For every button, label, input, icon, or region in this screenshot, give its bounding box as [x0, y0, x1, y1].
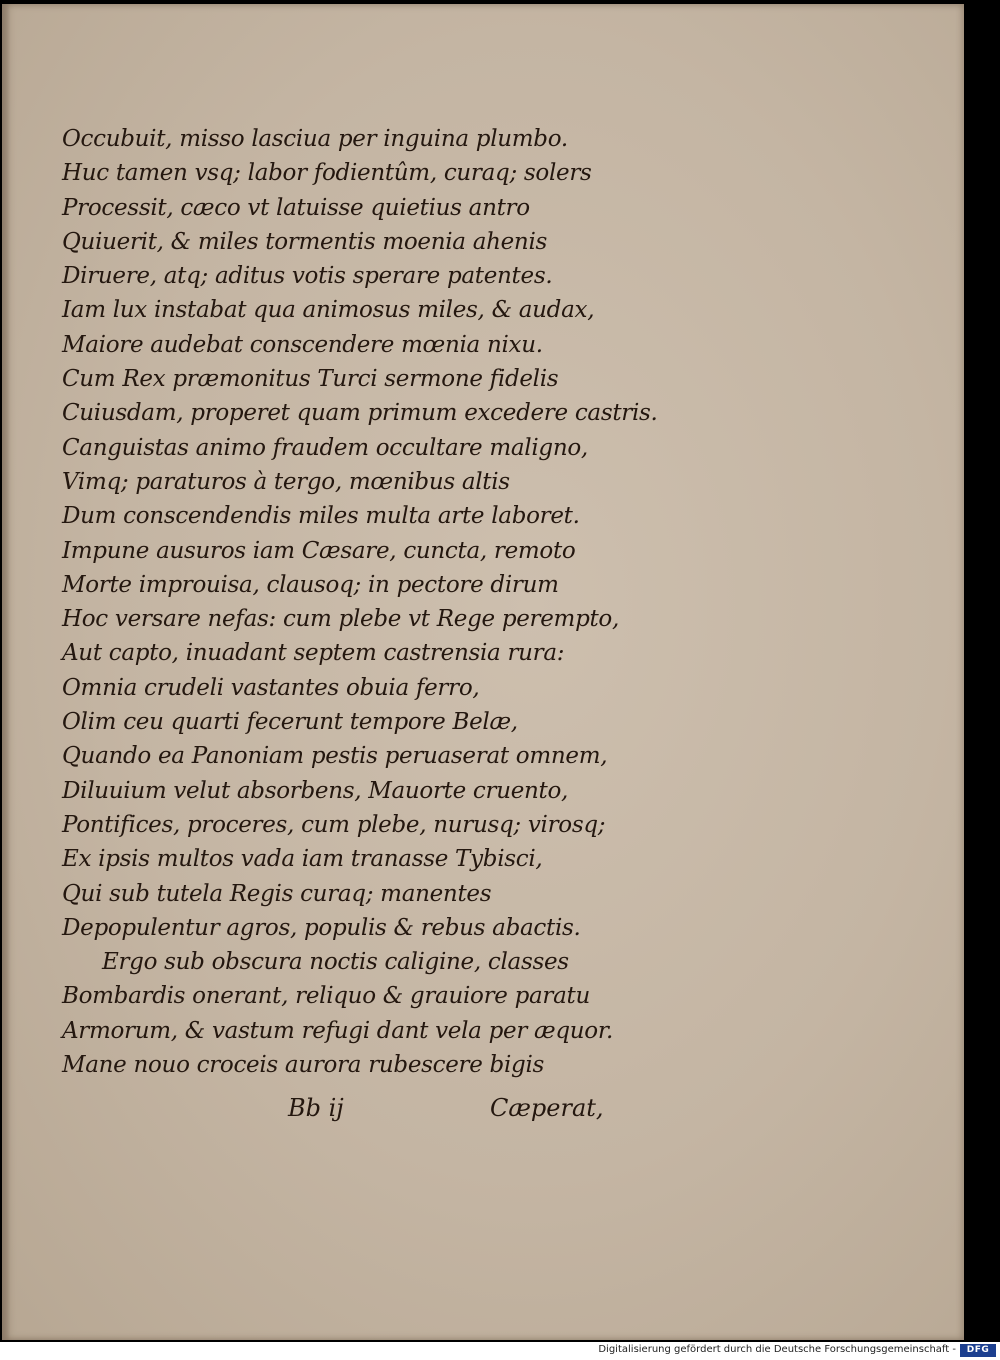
- verse-line: Iam lux instabat qua animosus miles, & audax,: [62, 297, 595, 324]
- verse-line: Armorum, & vastum refugi dant vela per æquor.: [62, 1017, 614, 1044]
- dfg-logo: DFG: [960, 1344, 996, 1357]
- verse-line: Cum Rex præmonitus Turci sermone fidelis: [62, 366, 559, 393]
- verse-line: Hoc versare nefas: cum plebe vt Rege perempto,: [62, 606, 619, 633]
- verse-line: Pontifices, proceres, cum plebe, nurusq; virosq;: [62, 811, 606, 838]
- verse-line: Quando ea Panoniam pestis peruaserat omnem,: [62, 743, 608, 770]
- digitization-footer: [0, 1342, 1000, 1360]
- verse-line: Depopulentur agros, populis & rebus abactis.: [62, 914, 581, 941]
- verse-line: Aut capto, inuadant septem castrensia rura:: [62, 640, 565, 667]
- verse-line: Maiore audebat conscendere mœnia nixu.: [62, 331, 543, 358]
- verse-line: Processit, cæco vt latuisse quietius antro: [62, 194, 530, 221]
- verse-text: [62, 122, 662, 1082]
- verse-line: Vimq; paraturos à tergo, mœnibus altis: [62, 468, 510, 495]
- verse-line: Omnia crudeli vastantes obuia ferro,: [62, 674, 480, 701]
- verse-line: Cuiusdam, properet quam primum excedere castris.: [62, 400, 658, 427]
- verse-line: Diluuium velut absorbens, Mauorte cruento,: [62, 777, 569, 804]
- page-binding-edge: [2, 4, 10, 1340]
- catchword: Cæperat,: [490, 1094, 604, 1122]
- verse-line: Morte improuisa, clausoq; in pectore dirum: [62, 571, 559, 598]
- signature-mark: Bb ij: [288, 1094, 344, 1122]
- verse-line: Diruere, atq; aditus votis sperare patentes.: [62, 263, 553, 290]
- verse-line: Impune ausuros iam Cæsare, cuncta, remoto: [62, 537, 576, 564]
- verse-line: Huc tamen vsq; labor fodientûm, curaq; solers: [62, 160, 592, 187]
- verse-line: Occubuit, misso lasciua per inguina plumbo.: [62, 126, 568, 152]
- book-page: [2, 4, 964, 1340]
- verse-line: Quiuerit, & miles tormentis moenia ahenis: [62, 228, 547, 255]
- verse-line: Ergo sub obscura noctis caligine, classes: [102, 949, 569, 976]
- verse-line: Olim ceu quarti fecerunt tempore Belæ,: [62, 709, 518, 736]
- verse-line: Canguistas animo fraudem occultare maligno,: [62, 434, 588, 461]
- verse-line: Mane nouo croceis aurora rubescere bigis: [62, 1052, 545, 1079]
- verse-line: Qui sub tutela Regis curaq; manentes: [62, 880, 492, 907]
- verse-line: Ex ipsis multos vada iam tranasse Tybisci,: [62, 846, 543, 873]
- verse-line: Dum conscendendis miles multa arte laboret.: [62, 503, 580, 530]
- verse-line: Bombardis onerant, reliquo & grauiore paratu: [62, 983, 590, 1010]
- funding-notice: Digitalisierung gefördert durch die Deutsche Forschungsgemeinschaft -: [598, 1344, 956, 1355]
